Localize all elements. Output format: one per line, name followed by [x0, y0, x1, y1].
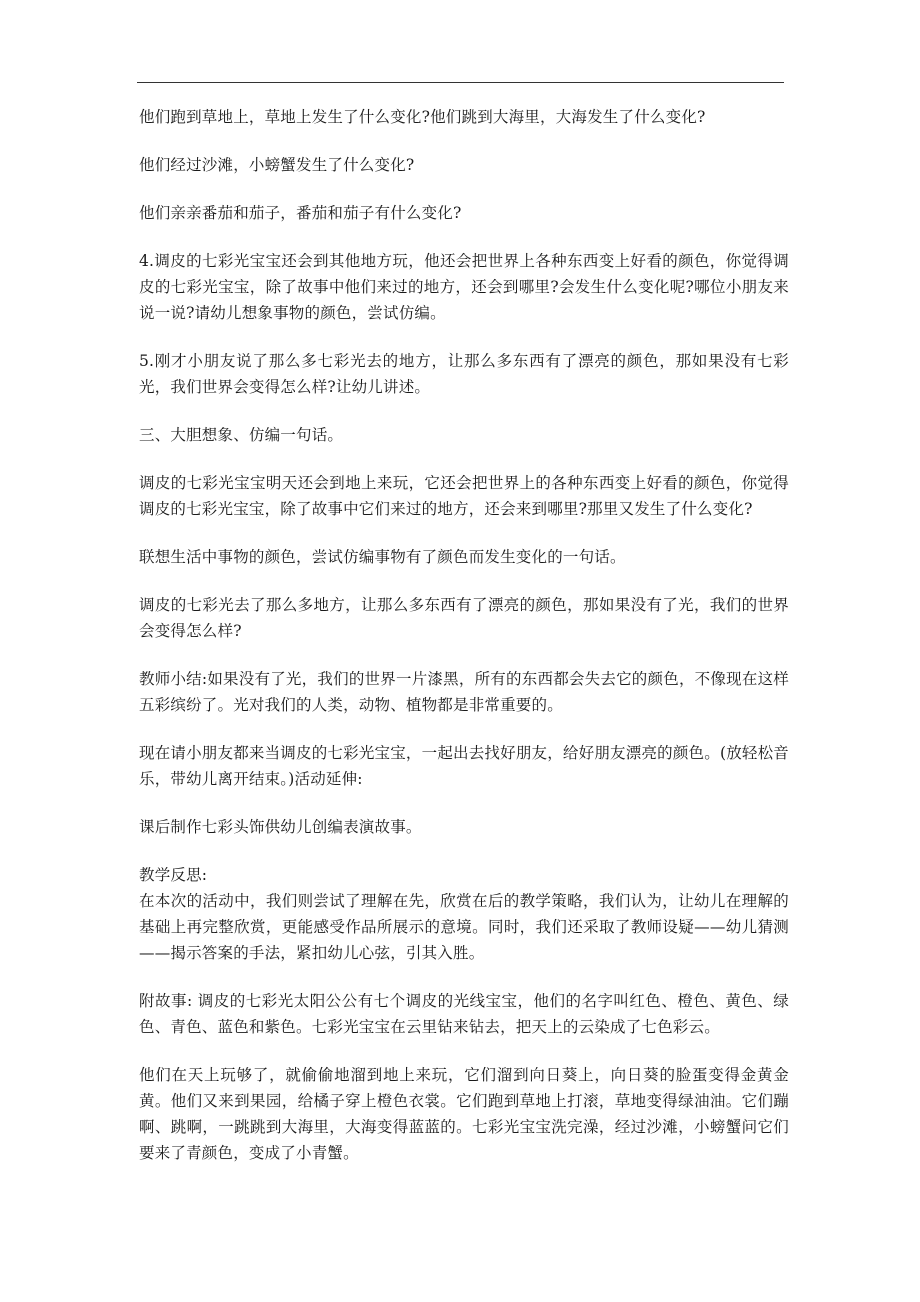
paragraph: 他们经过沙滩，小螃蟹发生了什么变化? [139, 156, 415, 174]
paragraph: 附故事: 调皮的七彩光太阳公公有七个调皮的光线宝宝，他们的名字叫红色、橙色、黄色、绿色、青色、蓝色和紫色。七彩光宝宝在云里钻来钻去，把天上的云染成了七色彩云。 [139, 992, 789, 1036]
paragraph: 教师小结:如果没有了光，我们的世界一片漆黑，所有的东西都会失去它的颜色，不像现在这样五彩缤纷了。光对我们的人类，动物、植物都是非常重要的。 [139, 670, 789, 714]
paragraph: 他们跑到草地上，草地上发生了什么变化?他们跳到大海里，大海发生了什么变化? [139, 108, 706, 126]
section-heading: 三、大胆想象、仿编一句话。 [139, 426, 344, 444]
paragraph: 他们亲亲番茄和茄子，番茄和茄子有什么变化? [139, 204, 462, 222]
paragraph: 联想生活中事物的颜色，尝试仿编事物有了颜色而发生变化的一句话。 [139, 548, 626, 566]
header-rule [137, 82, 784, 83]
paragraph: 5.刚才小朋友说了那么多七彩光去的地方，让那么多东西有了漂亮的颜色，那如果没有七彩光，我们世界会变得怎么样?让幼儿讲述。 [139, 352, 789, 396]
paragraph: 4.调皮的七彩光宝宝还会到其他地方玩，他还会把世界上各种东西变上好看的颜色，你觉得调皮的七彩光宝宝，除了故事中他们来过的地方，还会到哪里?会发生什么变化呢?哪位小朋友来说一说?请幼儿想象事物的颜色，尝试仿编。 [139, 252, 789, 322]
document-body [139, 104, 789, 1188]
paragraph: 调皮的七彩光宝宝明天还会到地上来玩，它还会把世界上的各种东西变上好看的颜色，你觉得调皮的七彩光宝宝，除了故事中它们来过的地方，还会来到哪里?那里又发生了什么变化? [139, 474, 789, 518]
paragraph: 现在请小朋友都来当调皮的七彩光宝宝，一起出去找好朋友，给好朋友漂亮的颜色。(放轻松音乐，带幼儿离开结束。)活动延伸: [139, 744, 789, 788]
paragraph: 在本次的活动中，我们则尝试了理解在先，欣赏在后的教学策略，我们认为，让幼儿在理解的基础上再完整欣赏，更能感受作品所展示的意境。同时，我们还采取了教师设疑——幼儿猜测——揭示答案的手法，紧扣幼儿心弦，引其入胜。 [139, 892, 789, 962]
paragraph: 课后制作七彩头饰供幼儿创编表演故事。 [139, 818, 422, 836]
paragraph: 他们在天上玩够了，就偷偷地溜到地上来玩，它们溜到向日葵上，向日葵的脸蛋变得金黄金黄。他们又来到果园，给橘子穿上橙色衣裳。它们跑到草地上打滚，草地变得绿油油。它们蹦啊、跳啊，一跳跳到大海里，大海变得蓝蓝的。七彩光宝宝洗完澡，经过沙滩，小螃蟹问它们要来了青颜色，变成了小青蟹。 [139, 1066, 789, 1162]
paragraph: 调皮的七彩光去了那么多地方，让那么多东西有了漂亮的颜色，那如果没有了光，我们的世界会变得怎么样? [139, 596, 789, 640]
reflection-heading: 教学反思: [139, 866, 208, 884]
